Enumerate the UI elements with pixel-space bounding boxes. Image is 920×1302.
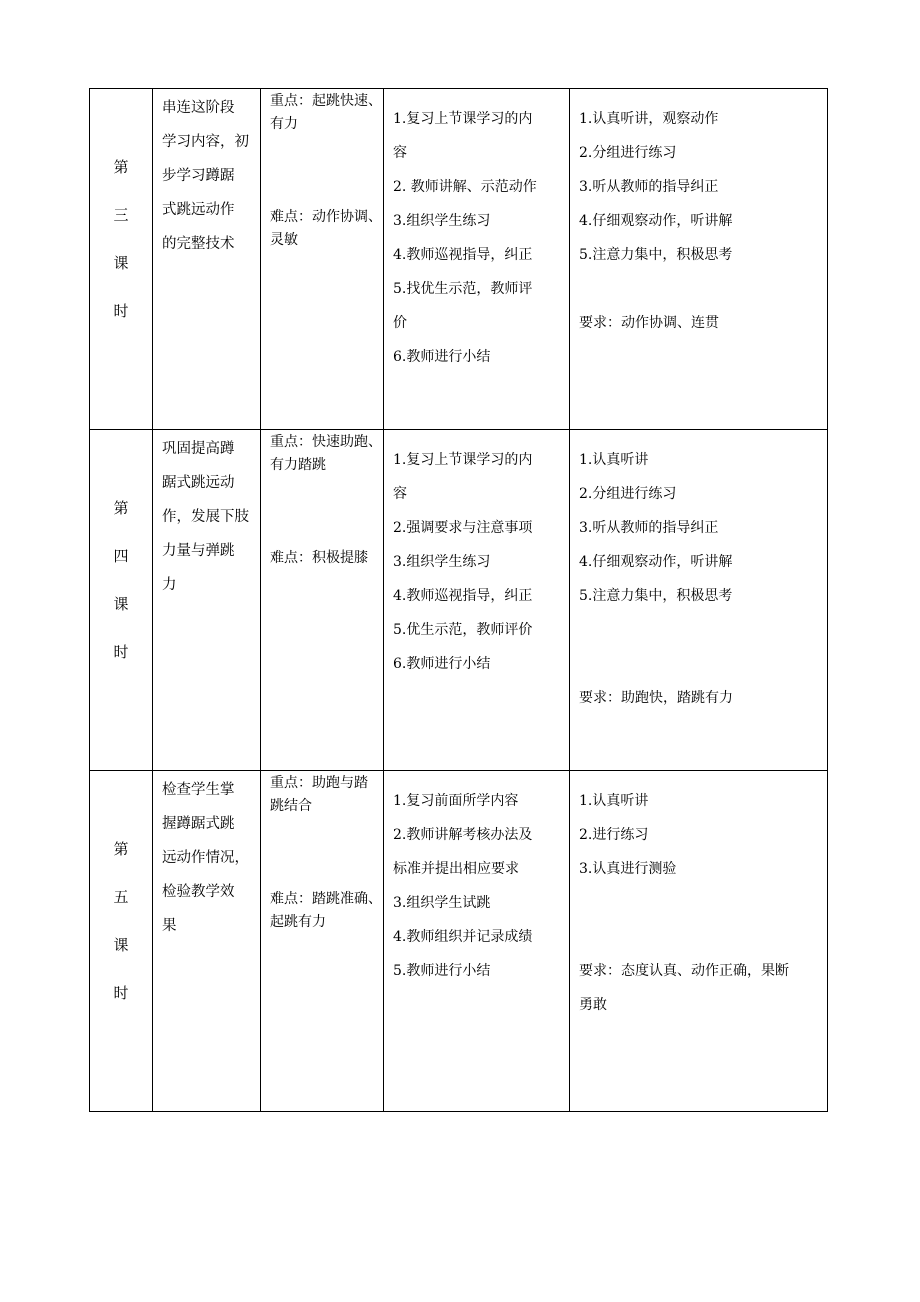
student-step: 5.注意力集中，积极思考 xyxy=(579,247,733,263)
lesson-plan-table xyxy=(89,88,828,1112)
table-row xyxy=(90,771,828,1112)
period-char: 时 xyxy=(113,643,129,661)
period-char: 时 xyxy=(113,302,129,320)
table-row xyxy=(90,89,828,430)
student-step: 1.认真听讲 xyxy=(579,452,649,468)
student-step: 1.认真听讲 xyxy=(579,793,649,809)
period-cell xyxy=(90,430,153,771)
student-step: 5.注意力集中，积极思考 xyxy=(579,588,733,604)
student-step: 2.分组进行练习 xyxy=(579,486,677,502)
student-step: 3.听从教师的指导纠正 xyxy=(579,179,719,195)
teacher-step: 4.教师巡视指导，纠正 xyxy=(393,247,533,263)
teacher-activity-cell xyxy=(384,89,570,430)
period-char: 五 xyxy=(113,888,129,906)
content-cell xyxy=(153,430,261,771)
key-point: 重点：起跳快速、 有力 xyxy=(270,93,382,132)
student-step: 4.仔细观察动作，听讲解 xyxy=(579,213,733,229)
teacher-activity-cell xyxy=(384,771,570,1112)
student-step: 2.分组进行练习 xyxy=(579,145,677,161)
teacher-step: 5.找优生示范，教师评 价 xyxy=(393,281,533,331)
teacher-step: 5.优生示范，教师评价 xyxy=(393,622,533,638)
key-difficulty-cell xyxy=(261,430,384,771)
teacher-activity-cell xyxy=(384,430,570,771)
student-step: 1.认真听讲，观察动作 xyxy=(579,111,719,127)
difficulty-point: 难点：积极提膝 xyxy=(270,550,368,566)
period-char: 四 xyxy=(113,547,129,565)
period-cell xyxy=(90,89,153,430)
period-char: 课 xyxy=(113,936,129,954)
requirement: 要求：动作协调、连贯 xyxy=(579,315,719,331)
teacher-step: 1.复习上节课学习的内 容 xyxy=(393,111,533,161)
key-difficulty-cell xyxy=(261,89,384,430)
teacher-step: 4.教师巡视指导，纠正 xyxy=(393,588,533,604)
student-activity-cell xyxy=(570,430,828,771)
student-step: 3.认真进行测验 xyxy=(579,861,677,877)
lesson-content: 串连这阶段 学习内容，初 步学习蹲踞 式跳远动作 的完整技术 xyxy=(162,100,249,252)
student-step: 2.进行练习 xyxy=(579,827,649,843)
key-point: 重点：助跑与踏 跳结合 xyxy=(270,775,368,814)
period-char: 第 xyxy=(113,499,129,517)
teacher-step: 2. 教师讲解、示范动作 xyxy=(393,179,537,195)
student-step: 4.仔细观察动作，听讲解 xyxy=(579,554,733,570)
period-char: 第 xyxy=(113,840,129,858)
teacher-step: 3.组织学生试跳 xyxy=(393,895,491,911)
teacher-step: 2.教师讲解考核办法及 标准并提出相应要求 xyxy=(393,827,533,877)
period-char: 课 xyxy=(113,254,129,272)
teacher-step: 3.组织学生练习 xyxy=(393,213,491,229)
student-step: 3.听从教师的指导纠正 xyxy=(579,520,719,536)
requirement: 要求：态度认真、动作正确，果断 勇敢 xyxy=(579,963,789,1013)
period-cell xyxy=(90,771,153,1112)
lesson-content: 检查学生掌 握蹲踞式跳 远动作情况， 检验教学效 果 xyxy=(162,782,249,934)
period-char: 时 xyxy=(113,984,129,1002)
teacher-step: 5.教师进行小结 xyxy=(393,963,491,979)
teacher-step: 1.复习前面所学内容 xyxy=(393,793,519,809)
teacher-step: 1.复习上节课学习的内 容 xyxy=(393,452,533,502)
student-activity-cell xyxy=(570,89,828,430)
teacher-step: 6.教师进行小结 xyxy=(393,656,491,672)
teacher-step: 2.强调要求与注意事项 xyxy=(393,520,533,536)
period-char: 第 xyxy=(113,158,129,176)
requirement: 要求：助跑快，踏跳有力 xyxy=(579,690,733,706)
student-activity-cell xyxy=(570,771,828,1112)
lesson-content: 巩固提高蹲 踞式跳远动 作，发展下肢 力量与弹跳 力 xyxy=(162,441,249,593)
teacher-step: 4.教师组织并记录成绩 xyxy=(393,929,533,945)
content-cell xyxy=(153,89,261,430)
teacher-step: 6.教师进行小结 xyxy=(393,349,491,365)
key-difficulty-cell xyxy=(261,771,384,1112)
period-char: 课 xyxy=(113,595,129,613)
key-point: 重点：快速助跑、 有力踏跳 xyxy=(270,434,382,473)
period-char: 三 xyxy=(113,206,129,224)
teacher-step: 3.组织学生练习 xyxy=(393,554,491,570)
difficulty-point: 难点：踏跳准确、 起跳有力 xyxy=(270,891,382,930)
content-cell xyxy=(153,771,261,1112)
difficulty-point: 难点：动作协调、 灵敏 xyxy=(270,209,382,248)
table-row xyxy=(90,430,828,771)
